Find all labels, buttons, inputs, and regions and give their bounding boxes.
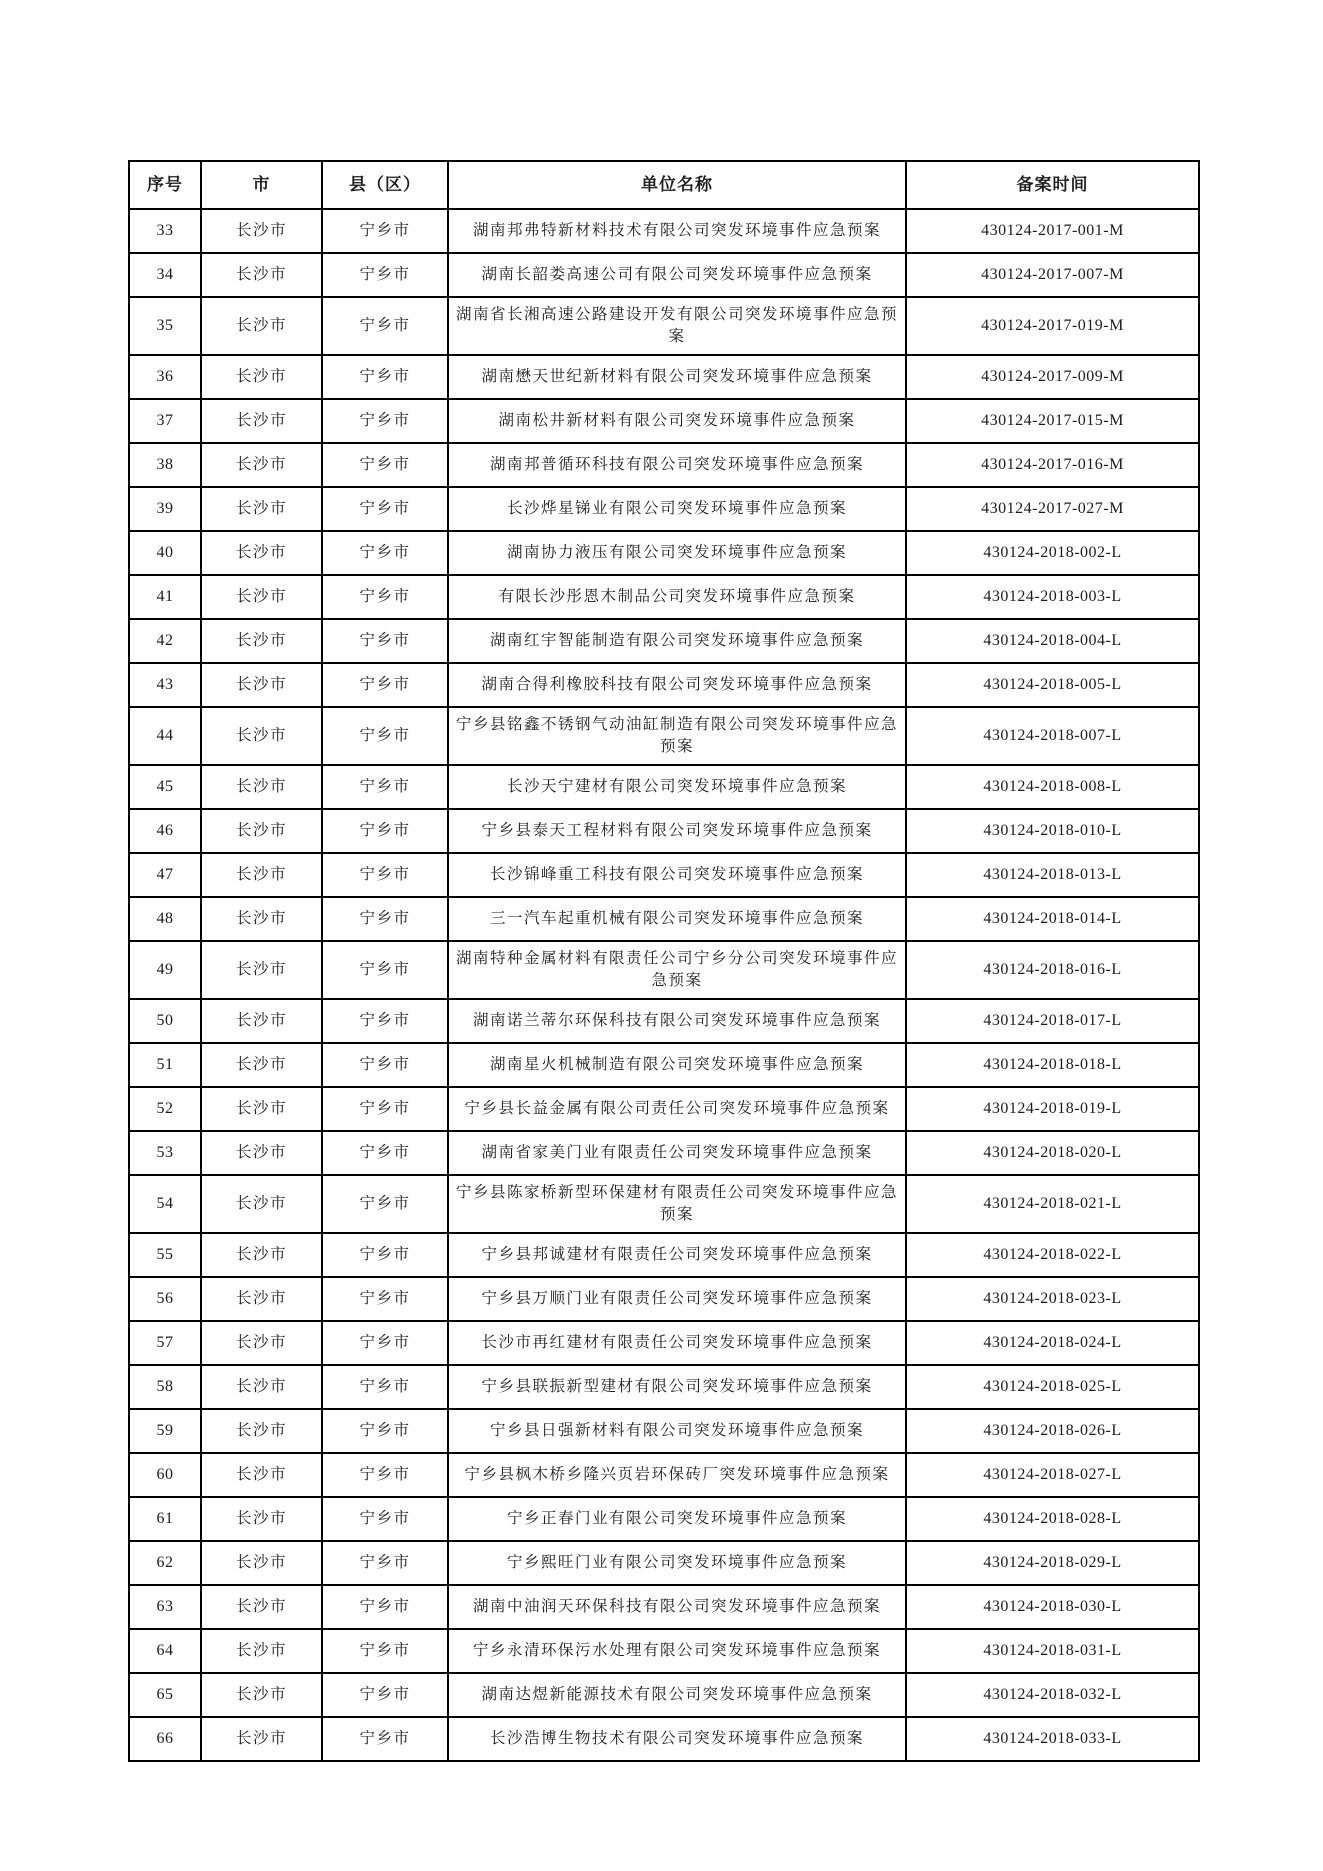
record-cell: 430124-2018-016-L bbox=[906, 941, 1199, 999]
unit-cell: 宁乡永清环保污水处理有限公司突发环境事件应急预案 bbox=[448, 1629, 906, 1673]
no-cell: 55 bbox=[129, 1233, 201, 1277]
record-cell: 430124-2018-031-L bbox=[906, 1629, 1199, 1673]
table-row bbox=[129, 487, 1199, 531]
table-row bbox=[129, 1497, 1199, 1541]
no-cell: 34 bbox=[129, 253, 201, 297]
county-cell: 宁乡市 bbox=[322, 297, 448, 355]
record-cell: 430124-2018-020-L bbox=[906, 1131, 1199, 1175]
county-cell: 宁乡市 bbox=[322, 809, 448, 853]
unit-cell: 长沙天宁建材有限公司突发环境事件应急预案 bbox=[448, 765, 906, 809]
record-cell: 430124-2018-032-L bbox=[906, 1673, 1199, 1717]
city-cell: 长沙市 bbox=[201, 399, 322, 443]
table-row bbox=[129, 1131, 1199, 1175]
unit-cell: 长沙烨星锑业有限公司突发环境事件应急预案 bbox=[448, 487, 906, 531]
record-cell: 430124-2018-027-L bbox=[906, 1453, 1199, 1497]
county-cell: 宁乡市 bbox=[322, 999, 448, 1043]
county-cell: 宁乡市 bbox=[322, 487, 448, 531]
county-cell: 宁乡市 bbox=[322, 1629, 448, 1673]
table-row bbox=[129, 809, 1199, 853]
no-cell: 52 bbox=[129, 1087, 201, 1131]
city-cell: 长沙市 bbox=[201, 941, 322, 999]
record-cell: 430124-2018-010-L bbox=[906, 809, 1199, 853]
county-cell: 宁乡市 bbox=[322, 1541, 448, 1585]
city-cell: 长沙市 bbox=[201, 765, 322, 809]
table-row bbox=[129, 663, 1199, 707]
city-cell: 长沙市 bbox=[201, 1717, 322, 1761]
city-cell: 长沙市 bbox=[201, 487, 322, 531]
county-cell: 宁乡市 bbox=[322, 707, 448, 765]
table-row bbox=[129, 1277, 1199, 1321]
no-cell: 39 bbox=[129, 487, 201, 531]
record-cell: 430124-2018-023-L bbox=[906, 1277, 1199, 1321]
record-cell: 430124-2018-033-L bbox=[906, 1717, 1199, 1761]
no-cell: 61 bbox=[129, 1497, 201, 1541]
no-cell: 56 bbox=[129, 1277, 201, 1321]
county-cell: 宁乡市 bbox=[322, 1717, 448, 1761]
table-row bbox=[129, 853, 1199, 897]
unit-cell: 宁乡县邦诚建材有限责任公司突发环境事件应急预案 bbox=[448, 1233, 906, 1277]
city-cell: 长沙市 bbox=[201, 1365, 322, 1409]
city-cell: 长沙市 bbox=[201, 575, 322, 619]
county-cell: 宁乡市 bbox=[322, 1365, 448, 1409]
no-cell: 46 bbox=[129, 809, 201, 853]
county-cell: 宁乡市 bbox=[322, 1233, 448, 1277]
unit-cell: 宁乡县泰天工程材料有限公司突发环境事件应急预案 bbox=[448, 809, 906, 853]
table-row bbox=[129, 1585, 1199, 1629]
city-cell: 长沙市 bbox=[201, 209, 322, 253]
no-cell: 38 bbox=[129, 443, 201, 487]
city-cell: 长沙市 bbox=[201, 1409, 322, 1453]
county-cell: 宁乡市 bbox=[322, 853, 448, 897]
county-cell: 宁乡市 bbox=[322, 1453, 448, 1497]
unit-cell: 湖南红宇智能制造有限公司突发环境事件应急预案 bbox=[448, 619, 906, 663]
record-cell: 430124-2018-013-L bbox=[906, 853, 1199, 897]
no-cell: 35 bbox=[129, 297, 201, 355]
county-cell: 宁乡市 bbox=[322, 531, 448, 575]
unit-cell: 湖南达煜新能源技术有限公司突发环境事件应急预案 bbox=[448, 1673, 906, 1717]
unit-cell: 湖南协力液压有限公司突发环境事件应急预案 bbox=[448, 531, 906, 575]
table-row bbox=[129, 575, 1199, 619]
unit-cell: 宁乡县陈家桥新型环保建材有限责任公司突发环境事件应急预案 bbox=[448, 1175, 906, 1233]
table-row bbox=[129, 209, 1199, 253]
county-cell: 宁乡市 bbox=[322, 1409, 448, 1453]
col-header-record: 备案时间 bbox=[906, 161, 1199, 209]
county-cell: 宁乡市 bbox=[322, 1277, 448, 1321]
county-cell: 宁乡市 bbox=[322, 1585, 448, 1629]
unit-cell: 长沙市再红建材有限责任公司突发环境事件应急预案 bbox=[448, 1321, 906, 1365]
city-cell: 长沙市 bbox=[201, 1497, 322, 1541]
table-row bbox=[129, 765, 1199, 809]
no-cell: 36 bbox=[129, 355, 201, 399]
county-cell: 宁乡市 bbox=[322, 1321, 448, 1365]
county-cell: 宁乡市 bbox=[322, 1673, 448, 1717]
table-row bbox=[129, 941, 1199, 999]
record-cell: 430124-2017-019-M bbox=[906, 297, 1199, 355]
no-cell: 49 bbox=[129, 941, 201, 999]
unit-cell: 三一汽车起重机械有限公司突发环境事件应急预案 bbox=[448, 897, 906, 941]
city-cell: 长沙市 bbox=[201, 1585, 322, 1629]
unit-cell: 有限长沙彤恩木制品公司突发环境事件应急预案 bbox=[448, 575, 906, 619]
record-cell: 430124-2018-029-L bbox=[906, 1541, 1199, 1585]
table-row bbox=[129, 399, 1199, 443]
table-header-row bbox=[129, 161, 1199, 209]
county-cell: 宁乡市 bbox=[322, 399, 448, 443]
city-cell: 长沙市 bbox=[201, 707, 322, 765]
no-cell: 57 bbox=[129, 1321, 201, 1365]
no-cell: 51 bbox=[129, 1043, 201, 1087]
unit-cell: 湖南松井新材料有限公司突发环境事件应急预案 bbox=[448, 399, 906, 443]
unit-cell: 宁乡熙旺门业有限公司突发环境事件应急预案 bbox=[448, 1541, 906, 1585]
table-row bbox=[129, 1541, 1199, 1585]
no-cell: 63 bbox=[129, 1585, 201, 1629]
county-cell: 宁乡市 bbox=[322, 443, 448, 487]
table-body bbox=[129, 209, 1199, 1761]
filing-record-table bbox=[128, 160, 1200, 1762]
city-cell: 长沙市 bbox=[201, 809, 322, 853]
record-cell: 430124-2018-003-L bbox=[906, 575, 1199, 619]
record-cell: 430124-2018-004-L bbox=[906, 619, 1199, 663]
county-cell: 宁乡市 bbox=[322, 253, 448, 297]
unit-cell: 湖南省家美门业有限责任公司突发环境事件应急预案 bbox=[448, 1131, 906, 1175]
city-cell: 长沙市 bbox=[201, 531, 322, 575]
no-cell: 43 bbox=[129, 663, 201, 707]
table-row bbox=[129, 1233, 1199, 1277]
record-cell: 430124-2018-022-L bbox=[906, 1233, 1199, 1277]
city-cell: 长沙市 bbox=[201, 1277, 322, 1321]
table-row bbox=[129, 619, 1199, 663]
table-row bbox=[129, 355, 1199, 399]
col-header-index: 序号 bbox=[129, 161, 201, 209]
no-cell: 50 bbox=[129, 999, 201, 1043]
city-cell: 长沙市 bbox=[201, 1043, 322, 1087]
county-cell: 宁乡市 bbox=[322, 1043, 448, 1087]
county-cell: 宁乡市 bbox=[322, 765, 448, 809]
table-row bbox=[129, 897, 1199, 941]
city-cell: 长沙市 bbox=[201, 253, 322, 297]
record-cell: 430124-2018-024-L bbox=[906, 1321, 1199, 1365]
city-cell: 长沙市 bbox=[201, 355, 322, 399]
no-cell: 42 bbox=[129, 619, 201, 663]
city-cell: 长沙市 bbox=[201, 897, 322, 941]
record-cell: 430124-2018-019-L bbox=[906, 1087, 1199, 1131]
col-header-city: 市 bbox=[201, 161, 322, 209]
unit-cell: 宁乡县铭鑫不锈钢气动油缸制造有限公司突发环境事件应急预案 bbox=[448, 707, 906, 765]
unit-cell: 湖南诺兰蒂尔环保科技有限公司突发环境事件应急预案 bbox=[448, 999, 906, 1043]
city-cell: 长沙市 bbox=[201, 1131, 322, 1175]
table-row bbox=[129, 443, 1199, 487]
unit-cell: 宁乡县枫木桥乡隆兴页岩环保砖厂突发环境事件应急预案 bbox=[448, 1453, 906, 1497]
no-cell: 54 bbox=[129, 1175, 201, 1233]
city-cell: 长沙市 bbox=[201, 1321, 322, 1365]
city-cell: 长沙市 bbox=[201, 999, 322, 1043]
county-cell: 宁乡市 bbox=[322, 941, 448, 999]
city-cell: 长沙市 bbox=[201, 1087, 322, 1131]
city-cell: 长沙市 bbox=[201, 853, 322, 897]
county-cell: 宁乡市 bbox=[322, 575, 448, 619]
table-row bbox=[129, 1175, 1199, 1233]
county-cell: 宁乡市 bbox=[322, 663, 448, 707]
unit-cell: 宁乡县长益金属有限公司责任公司突发环境事件应急预案 bbox=[448, 1087, 906, 1131]
unit-cell: 宁乡正春门业有限公司突发环境事件应急预案 bbox=[448, 1497, 906, 1541]
table-row bbox=[129, 1453, 1199, 1497]
city-cell: 长沙市 bbox=[201, 1175, 322, 1233]
col-header-county: 县（区） bbox=[322, 161, 448, 209]
record-cell: 430124-2018-018-L bbox=[906, 1043, 1199, 1087]
unit-cell: 湖南特种金属材料有限责任公司宁乡分公司突发环境事件应急预案 bbox=[448, 941, 906, 999]
record-cell: 430124-2017-016-M bbox=[906, 443, 1199, 487]
unit-cell: 长沙浩博生物技术有限公司突发环境事件应急预案 bbox=[448, 1717, 906, 1761]
unit-cell: 宁乡县联振新型建材有限公司突发环境事件应急预案 bbox=[448, 1365, 906, 1409]
city-cell: 长沙市 bbox=[201, 1453, 322, 1497]
unit-cell: 湖南中油润天环保科技有限公司突发环境事件应急预案 bbox=[448, 1585, 906, 1629]
record-cell: 430124-2018-008-L bbox=[906, 765, 1199, 809]
city-cell: 长沙市 bbox=[201, 1629, 322, 1673]
table-row bbox=[129, 531, 1199, 575]
unit-cell: 湖南邦普循环科技有限公司突发环境事件应急预案 bbox=[448, 443, 906, 487]
table-row bbox=[129, 1321, 1199, 1365]
county-cell: 宁乡市 bbox=[322, 897, 448, 941]
table-row bbox=[129, 1409, 1199, 1453]
city-cell: 长沙市 bbox=[201, 297, 322, 355]
table-row bbox=[129, 253, 1199, 297]
record-cell: 430124-2017-009-M bbox=[906, 355, 1199, 399]
table-row bbox=[129, 1087, 1199, 1131]
table-row bbox=[129, 1365, 1199, 1409]
record-cell: 430124-2018-028-L bbox=[906, 1497, 1199, 1541]
record-cell: 430124-2018-021-L bbox=[906, 1175, 1199, 1233]
record-cell: 430124-2017-007-M bbox=[906, 253, 1199, 297]
no-cell: 65 bbox=[129, 1673, 201, 1717]
unit-cell: 长沙锦峰重工科技有限公司突发环境事件应急预案 bbox=[448, 853, 906, 897]
unit-cell: 湖南省长湘高速公路建设开发有限公司突发环境事件应急预案 bbox=[448, 297, 906, 355]
county-cell: 宁乡市 bbox=[322, 1497, 448, 1541]
unit-cell: 湖南长韶娄高速公司有限公司突发环境事件应急预案 bbox=[448, 253, 906, 297]
unit-cell: 宁乡县万顺门业有限责任公司突发环境事件应急预案 bbox=[448, 1277, 906, 1321]
city-cell: 长沙市 bbox=[201, 1541, 322, 1585]
unit-cell: 湖南合得利橡胶科技有限公司突发环境事件应急预案 bbox=[448, 663, 906, 707]
no-cell: 40 bbox=[129, 531, 201, 575]
record-cell: 430124-2017-015-M bbox=[906, 399, 1199, 443]
city-cell: 长沙市 bbox=[201, 663, 322, 707]
record-cell: 430124-2018-007-L bbox=[906, 707, 1199, 765]
table-header bbox=[129, 161, 1199, 209]
unit-cell: 宁乡县日强新材料有限公司突发环境事件应急预案 bbox=[448, 1409, 906, 1453]
city-cell: 长沙市 bbox=[201, 443, 322, 487]
table-row bbox=[129, 1717, 1199, 1761]
unit-cell: 湖南懋天世纪新材料有限公司突发环境事件应急预案 bbox=[448, 355, 906, 399]
no-cell: 33 bbox=[129, 209, 201, 253]
table-row bbox=[129, 999, 1199, 1043]
county-cell: 宁乡市 bbox=[322, 1131, 448, 1175]
county-cell: 宁乡市 bbox=[322, 619, 448, 663]
no-cell: 62 bbox=[129, 1541, 201, 1585]
city-cell: 长沙市 bbox=[201, 619, 322, 663]
no-cell: 41 bbox=[129, 575, 201, 619]
unit-cell: 湖南邦弗特新材料技术有限公司突发环境事件应急预案 bbox=[448, 209, 906, 253]
no-cell: 48 bbox=[129, 897, 201, 941]
table-row bbox=[129, 297, 1199, 355]
record-cell: 430124-2018-017-L bbox=[906, 999, 1199, 1043]
county-cell: 宁乡市 bbox=[322, 1087, 448, 1131]
no-cell: 59 bbox=[129, 1409, 201, 1453]
no-cell: 53 bbox=[129, 1131, 201, 1175]
record-cell: 430124-2018-014-L bbox=[906, 897, 1199, 941]
record-cell: 430124-2018-005-L bbox=[906, 663, 1199, 707]
table-row bbox=[129, 1629, 1199, 1673]
table-row bbox=[129, 1673, 1199, 1717]
table-row bbox=[129, 1043, 1199, 1087]
city-cell: 长沙市 bbox=[201, 1233, 322, 1277]
no-cell: 47 bbox=[129, 853, 201, 897]
no-cell: 64 bbox=[129, 1629, 201, 1673]
record-cell: 430124-2018-026-L bbox=[906, 1409, 1199, 1453]
table-row bbox=[129, 707, 1199, 765]
col-header-unit: 单位名称 bbox=[448, 161, 906, 209]
no-cell: 58 bbox=[129, 1365, 201, 1409]
no-cell: 60 bbox=[129, 1453, 201, 1497]
county-cell: 宁乡市 bbox=[322, 209, 448, 253]
city-cell: 长沙市 bbox=[201, 1673, 322, 1717]
no-cell: 45 bbox=[129, 765, 201, 809]
record-cell: 430124-2017-027-M bbox=[906, 487, 1199, 531]
unit-cell: 湖南星火机械制造有限公司突发环境事件应急预案 bbox=[448, 1043, 906, 1087]
county-cell: 宁乡市 bbox=[322, 1175, 448, 1233]
county-cell: 宁乡市 bbox=[322, 355, 448, 399]
record-cell: 430124-2018-002-L bbox=[906, 531, 1199, 575]
no-cell: 66 bbox=[129, 1717, 201, 1761]
record-cell: 430124-2018-025-L bbox=[906, 1365, 1199, 1409]
record-cell: 430124-2017-001-M bbox=[906, 209, 1199, 253]
no-cell: 44 bbox=[129, 707, 201, 765]
no-cell: 37 bbox=[129, 399, 201, 443]
record-cell: 430124-2018-030-L bbox=[906, 1585, 1199, 1629]
